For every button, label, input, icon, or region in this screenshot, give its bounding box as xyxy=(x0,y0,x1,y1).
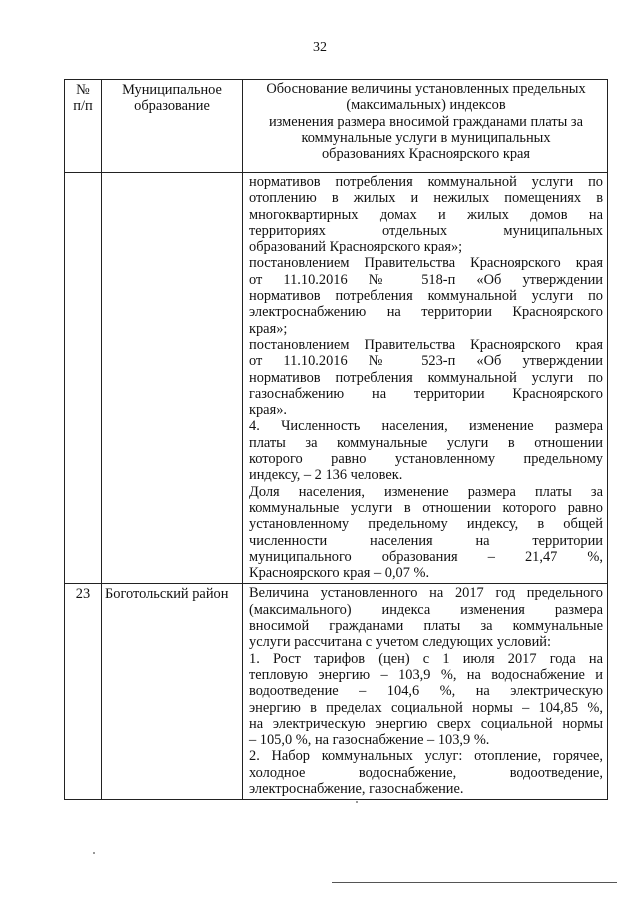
row-num-cell: 23 xyxy=(65,584,102,800)
header-justification-line: образованиях Красноярского края xyxy=(321,146,531,163)
table-header-row xyxy=(65,80,608,173)
header-justification-line: изменения размера вносимой гражданами платы за xyxy=(268,113,583,130)
text-line: установленному предельному индексу, в общей xyxy=(249,516,603,533)
text-line: 2. Набор коммунальных услуг: отопление, горячее, xyxy=(249,748,603,765)
text-line: образований Красноярского края»; xyxy=(249,239,463,256)
text-line: от 11.10.2016 № 523-п «Об утверждении xyxy=(249,353,603,370)
text-line: электроснабжению на территории Красноярского xyxy=(249,304,603,321)
header-municipality-line: Муниципальное xyxy=(122,82,222,98)
header-num-cell xyxy=(65,80,102,173)
text-line: Красноярского края – 0,07 %. xyxy=(249,565,430,582)
row-municipality-cell: Боготольский район xyxy=(102,584,243,800)
header-num-line: № xyxy=(76,82,90,98)
header-num-line: п/п xyxy=(73,98,93,115)
scan-artifact-line xyxy=(332,882,617,883)
text-line: от 11.10.2016 № 518-п «Об утверждении xyxy=(249,271,603,288)
text-line: края»; xyxy=(249,320,288,337)
text-line: 1. Рост тарифов (цен) с 1 июля 2017 года на xyxy=(249,650,603,667)
text-line: (максимального) индекса изменения размера xyxy=(249,601,603,618)
text-line: нормативов потребления коммунальной услуги по xyxy=(249,174,603,190)
text-line: вносимой гражданами платы за коммунальные xyxy=(249,618,603,635)
text-line: тепловую энергию – 103,9 %, на водоснабжение и xyxy=(249,666,603,683)
header-justification-line: коммунальные услуги в муниципальных xyxy=(301,129,551,146)
text-line: муниципального образования – 21,47 %, xyxy=(249,548,603,565)
text-line: численности населения на территории xyxy=(249,532,603,549)
text-line: индексу, – 2 136 человек. xyxy=(249,467,403,484)
text-line: постановлением Правительства Красноярского края xyxy=(249,336,603,353)
text-line: платы за коммунальные услуги в отношении xyxy=(249,434,603,451)
row-justification-cell xyxy=(243,584,608,800)
row-justification-cell xyxy=(243,173,608,584)
header-municipality-line: образование xyxy=(134,98,210,115)
scan-speck xyxy=(93,852,95,854)
text-line: водоотведение – 104,6 %, на электрическую xyxy=(249,683,603,700)
text-line: услуги рассчитана с учетом следующих условий: xyxy=(249,634,551,651)
row-municipality-cell xyxy=(102,173,243,584)
text-line: нормативов потребления коммунальной услуги по xyxy=(249,369,603,386)
text-line: Величина установленного на 2017 год предельного xyxy=(249,585,603,602)
text-line: коммунальные услуги в отношении которого равно xyxy=(249,499,603,516)
row-num-cell xyxy=(65,173,102,584)
text-line: Доля населения, изменение размера платы за xyxy=(249,483,603,500)
scan-speck xyxy=(356,801,358,803)
text-line: холодное водоснабжение, водоотведение, xyxy=(249,764,603,781)
text-line: многоквартирных домах и жилых домов на xyxy=(249,206,603,223)
header-justification-cell xyxy=(243,80,608,173)
text-line: отоплению в жилых и нежилых помещениях в xyxy=(249,190,603,207)
text-line: энергию в пределах социальной нормы – 104,85 %, xyxy=(249,699,603,716)
text-line: территориях отдельных муниципальных xyxy=(249,222,603,239)
indices-table xyxy=(64,79,608,800)
text-line: газоснабжению на территории Красноярского xyxy=(249,385,603,402)
table-row xyxy=(65,584,608,800)
justification-text xyxy=(249,585,603,797)
text-line: на электрическую энергию сверх социальной нормы xyxy=(249,715,603,732)
text-line: постановлением Правительства Красноярского края xyxy=(249,255,603,272)
text-line: нормативов потребления коммунальной услуги по xyxy=(249,288,603,305)
text-line: которого равно установленному предельному xyxy=(249,451,603,468)
text-line: – 105,0 %, на газоснабжение – 103,9 %. xyxy=(249,732,490,749)
header-justification-line: Обоснование величины установленных предельных xyxy=(266,81,586,97)
page-number: 32 xyxy=(313,40,327,55)
table-row xyxy=(65,173,608,584)
justification-text xyxy=(249,174,603,581)
header-justification-line: (максимальных) индексов xyxy=(346,97,506,114)
header-municipality-cell xyxy=(102,80,243,173)
text-line: края». xyxy=(249,402,287,419)
text-line: 4. Численность населения, изменение размера xyxy=(249,418,603,435)
text-line: электроснабжение, газоснабжение. xyxy=(249,780,464,797)
